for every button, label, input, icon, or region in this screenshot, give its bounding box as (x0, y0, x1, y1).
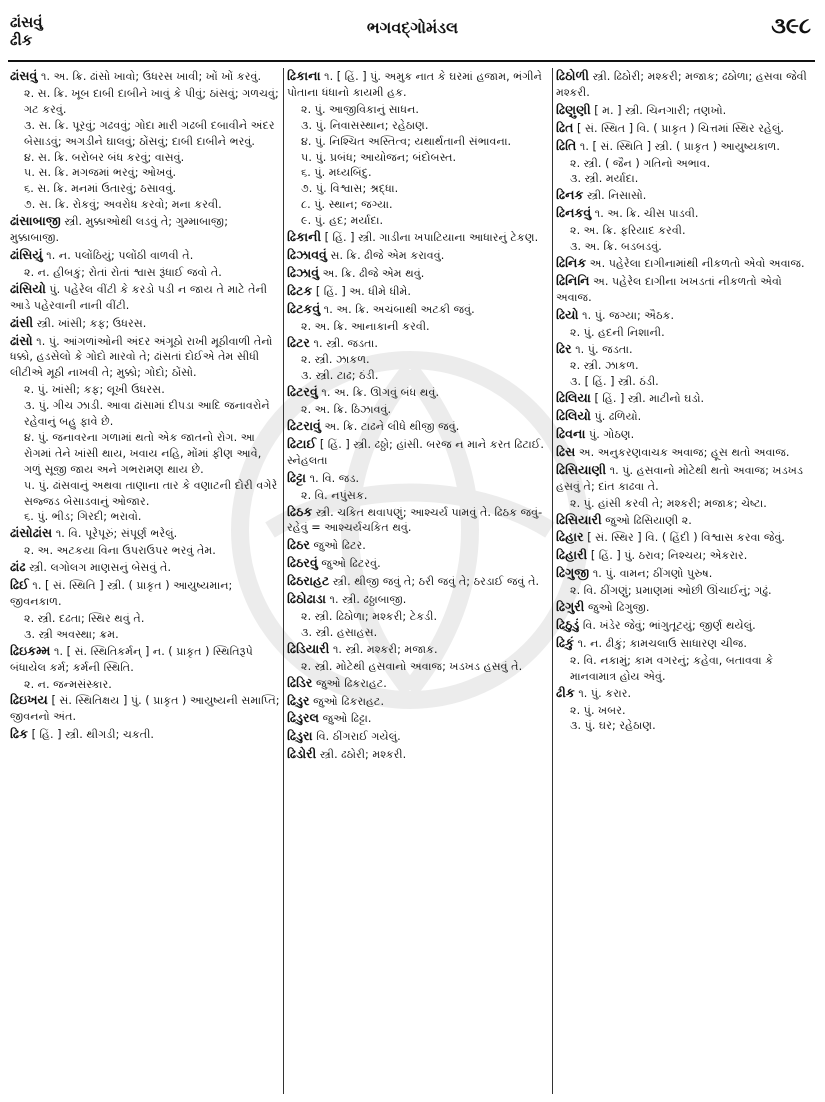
entry-definition: વિ. ઠીંગરાઈ ગયેલું. (316, 730, 401, 744)
entry-definition: સ્ત્રી. ઢઠોરી; મશ્કરી. (319, 748, 407, 762)
entry-sense: ૨. અ. ક્રિ. આનાકાની કરવી. (301, 319, 430, 333)
dictionary-entry (10, 213, 280, 246)
entry-headword: ઢાંસી (10, 314, 34, 330)
entry-sense: ૩. સ્ત્રી. હસાહસ. (301, 625, 378, 639)
entry-definition: [ હિં. ] સ્ત્રી. ગાડીના ખપાટિયાના આધારનું ટેકણ. (324, 231, 539, 245)
entry-sense: ૩. અ. ક્રિ. બડબડવું. (570, 240, 662, 254)
entry-sense: ૫. સ. ક્રિ. મગજમાં ભરવું; ઓખવું. (24, 166, 177, 180)
entry-sense: ૫. પું. ઢાંસવાનું અથવા તાણાના તાર કે વણાટની દોરી વગેરે સજ્જડ બેસાડવાનું ઓજાર. (24, 478, 278, 508)
dictionary-entry (287, 728, 549, 745)
dictionary-entry (10, 726, 280, 743)
entry-headword: ઢિકાની (287, 229, 322, 245)
dictionary-entry (10, 281, 280, 314)
entry-headword: ઢિતિ (556, 137, 577, 153)
entry-headword: ઢિસિયારી (556, 511, 602, 527)
entry-headword: ઢિર (556, 340, 572, 356)
entry-headword: ઢિટકવું (287, 300, 321, 316)
entry-definition: [ હિં. ] સ્ત્રી. માટીનો ઘડો. (594, 392, 705, 406)
dictionary-entry (556, 547, 818, 564)
entry-sense: ૮. પું. સ્થાન; જગ્યા. (301, 198, 393, 212)
entry-headword: ઢિગુજી (556, 565, 590, 581)
entry-definition: સ્ત્રી. લગોલગ માણસનું બેસવું તે. (29, 561, 171, 575)
entry-headword: ઢિનક (556, 187, 584, 203)
dictionary-entry (287, 283, 549, 300)
entry-sense: ૬. સ. ક્રિ. મનમાં ઉતારવું; ઠસાવવું. (24, 182, 177, 196)
dictionary-entry (10, 559, 280, 576)
entry-definition: જુઓ ઢિટ્ટા. (322, 712, 372, 726)
dictionary-column-3 (556, 68, 818, 1094)
entry-headword: ઢિઠુડું (556, 617, 580, 632)
entry-definition: પું. ગોઠણ. (588, 428, 635, 442)
dictionary-entry (287, 641, 549, 658)
entry-definition: જુઓ ઢિગુજી. (587, 601, 650, 615)
entry-headword: ઢિટ્ટા (287, 469, 307, 485)
dictionary-entry (287, 247, 549, 264)
entry-sense: ૨. સ્ત્રી. ઢિઠોળા; મશ્કરી; ટેકડી. (301, 610, 438, 623)
entry-headword: ઢિવના (556, 426, 586, 442)
entry-definition: [ હિં. ] સ્ત્રી. થીગડી; ચકતી. (31, 728, 154, 742)
entry-definition: અ. ક્રિ. ટાઢને લીધે થીજી જવું. (324, 420, 460, 434)
entry-sense: ૨. પું. હાંસી કરવી તે; મશ્કરી; મજાક; ચેષ્ટા. (570, 496, 767, 510)
dictionary-entry (287, 746, 549, 763)
entry-definition: ૧. ન. ઢીકું; કામચલાઉ સાધારણ ચીજ. (577, 636, 747, 650)
dictionary-entry (287, 436, 549, 469)
entry-definition: ૧. [ સં. સ્થિતિકર્મન્ ] ન. ( પ્રાકૃત ) સ્થિતિરૂપે બંધાયેલ કર્મ; કર્મની સ્થિતિ. (10, 644, 253, 674)
entry-headword: ઢિસ (556, 443, 576, 459)
entry-headword: ઢાંસોઢાંસ (10, 525, 53, 541)
dictionary-entry (287, 504, 549, 537)
book-title: ભગવદ્ગોમંડલ (366, 18, 459, 37)
dictionary-entry (556, 273, 818, 306)
entry-headword: ઢિણુણી (556, 101, 591, 117)
entry-sense: ૩. સ્ત્રી. ટાઢ; ઠંડી. (301, 369, 379, 383)
entry-sense: ૯. પું. હદ; મર્યાદા. (301, 214, 383, 228)
entry-headword: ઢિઠર (287, 537, 310, 553)
dictionary-entry (556, 255, 818, 272)
entry-definition: [ હિં. ] સ્ત્રી. ઢઠ્ઠો; હાંસી. બરજ ન માને કરત ઢિટાઈ. સ્નેહલતા (287, 437, 544, 467)
column-divider-2 (552, 68, 553, 1094)
entry-headword: ઢિઠોળી (556, 68, 590, 83)
entry-headword: ઢાંસાબાજી (10, 213, 61, 229)
dictionary-entry (287, 470, 549, 487)
entry-definition: જુઓ ઢિકરાહટ. (313, 694, 384, 708)
entry-definition: જુઓ ઢિસિયાણી ૨. (605, 513, 692, 527)
entry-sense: ૭. પું. વિશ્વાસ; શ્રદ્ધા. (301, 182, 399, 196)
dictionary-entry (556, 138, 818, 155)
entry-headword: ઢિઠરાહટ (287, 573, 330, 589)
entry-headword: ઢાંસિયો (10, 280, 46, 296)
entry-sense: ૨. પું. ખબર. (570, 703, 626, 717)
entry-headword: ઢાંસિયું (10, 246, 43, 262)
entry-definition: સ. ક્રિ. ઢીજે એમ કરાવવું. (330, 248, 445, 262)
entry-sense: ૩. સ્ત્રી અવસ્થા; ક્રમ. (24, 627, 119, 641)
entry-sense: ૨. ન. જન્મસંસ્કાર. (24, 677, 112, 691)
dictionary-entry (287, 693, 549, 710)
entry-definition: જુઓ ઢિટર. (313, 539, 366, 553)
entry-headword: ઢિહારી (556, 547, 588, 563)
entry-definition: ૧. [ સં. સ્થિતિ ] સ્ત્રી. ( પ્રાકૃત ) આયુષ્યમાન; જીવનકાળ. (10, 579, 233, 608)
entry-definition: [ હિં. ] પું. ઠરાવ; નિશ્ચય; એકરાર. (590, 549, 748, 563)
entry-headword: ઢિનિનિ (556, 272, 590, 288)
page-header (0, 0, 825, 64)
dictionary-entry (10, 577, 280, 610)
entry-headword: ઢિઇખય (10, 692, 48, 708)
entry-definition: સ્ત્રી. થીજી જવું તે; ઠરી જવું તે; ઠરડાઈ જવું તે. (332, 575, 540, 589)
entry-sense: ૩. પું. નિવાસસ્થાન; રહેઠાણ. (301, 118, 429, 132)
dictionary-entry (287, 418, 549, 435)
entry-sense: ૭. સ. ક્રિ. રોકવું; અવરોધ કરવો; મના કરવી. (24, 198, 222, 212)
dictionary-entry (287, 384, 549, 401)
entry-definition: ૧. પું. જગ્યા; ઐઠક. (582, 308, 675, 322)
dictionary-entry (287, 675, 549, 692)
entry-headword: ઢિગુરી (556, 599, 585, 615)
dictionary-entry (10, 315, 280, 332)
dictionary-entry (556, 341, 818, 358)
entry-headword: ઢિયો (556, 306, 579, 322)
dictionary-entry (556, 426, 818, 443)
dictionary-entry (556, 307, 818, 324)
entry-sense: ૨. અ. અટકયા વિના ઉપરાઉપર ભરવું તેમ. (24, 544, 216, 558)
entry-definition: ૧. સ્ત્રી. મશ્કરી; મજાક. (332, 642, 438, 656)
entry-definition: ૧. અ. ક્રિ. અચંબાથી અટકી જવું. (323, 302, 475, 316)
dictionary-entry (556, 120, 818, 137)
dictionary-entry (287, 301, 549, 318)
dictionary-entry (287, 555, 549, 572)
entry-definition: ૧. પું. કરાર. (578, 686, 632, 700)
dictionary-entry (287, 573, 549, 590)
dictionary-entry (556, 68, 818, 101)
entry-sense: ૨. પું. ખાંસી; કફ; લૂખી ઉધરસ. (24, 383, 165, 397)
entry-sense: ૨. અ. ક્રિ. ઠિઝાવવું. (301, 403, 392, 417)
entry-headword: ઢિટાઈ (287, 435, 317, 451)
entry-headword: ઢિડિયારી (287, 640, 330, 656)
dictionary-column-1 (10, 68, 280, 1094)
entry-headword: ઢાંઢ (10, 559, 26, 575)
entry-definition: ૧. સ્ત્રી. જડતા. (313, 336, 378, 350)
entry-sense: ૨. સ્ત્રી. મોટેથી હસવાનો અવાજ; ખડખડ હસવું તે. (301, 659, 523, 673)
entry-definition: ૧. અ. ક્રિ. ઢાંસો ખાવો; ઉધરસ ખાવી; ખોં ખોં કરવું. (40, 70, 262, 83)
entry-sense: ૨. સ. ક્રિ. ખૂબ દાબી દાબીને ખાવું કે પીવું; ઠાંસવું; ગળચવું; ગટ કરવું. (24, 86, 279, 116)
entry-definition: [ મ. ] સ્ત્રી. ચિનગારી; તણખો. (594, 103, 727, 117)
entry-definition: ૧. [ સં. સ્થિતિ ] સ્ત્રી. ( પ્રાકૃત ) આયુષ્યકાળ. (579, 139, 780, 153)
dictionary-entry (556, 512, 818, 529)
entry-headword: ઢિટરવું (287, 384, 318, 400)
dictionary-entry (556, 529, 818, 546)
entry-headword: ઢિકું (556, 634, 574, 650)
dictionary-entry (10, 692, 280, 725)
entry-headword: ઢિઝાવું (287, 264, 320, 280)
entry-sense: ૨. સ્ત્રી. ઝાકળ. (570, 359, 639, 373)
entry-sense: ૬. પું. મધ્યબિંદુ. (301, 166, 372, 180)
entry-headword: ઢિઇકમ્મ (10, 642, 51, 658)
entry-definition: સ્ત્રી. ખાંસી; કફ; ઉધરસ. (36, 316, 147, 330)
guide-word-last: ઢીક (10, 31, 33, 49)
header-rule (8, 60, 815, 62)
entry-sense: ૨. સ્ત્રી. દઢતા; સ્થિર થવું તે. (24, 611, 145, 625)
entry-headword: ઢીક (556, 684, 575, 700)
entry-headword: ઢિસિયાણી (556, 461, 607, 477)
entry-sense: ૨. વિ. નપુંસક. (301, 488, 368, 502)
entry-sense: ૩. [ હિં. ] સ્ત્રી. ઠંડી. (570, 375, 659, 389)
entry-definition: અ. પહેરેલા દાગીનામાંથી નીકળતો એવો અવાજ. (589, 256, 805, 270)
dictionary-entry (556, 599, 818, 616)
entry-headword: ઢિટરાવું (287, 418, 321, 434)
entry-headword: ઢિત (556, 119, 574, 135)
entry-sense: ૩. સ. ક્રિ. પૂરવું; ગઢવવું; ગોદા મારી ગઢબી દબાવીને અંદર બેસાડવું; અગડીને ઘાલવું; ઠોંસવું; દાબી દાબીને ભરવું. (24, 118, 275, 148)
entry-sense: ૩. પું. ગીચ ઝાડી. આવા ઢાંસામાં દીપડા આદિ જનાવરોને રહેવાનું બહુ ફાવે છે. (24, 399, 270, 429)
dictionary-entry (10, 333, 280, 382)
entry-sense: ૨. ન. હીબકું; રોતાં રોતાં શ્વાસ રૂંધાઈ જવો તે. (24, 265, 222, 279)
entry-definition: સ્ત્રી. ચકિત થવાપણું; આશ્ચર્ય પામવું તે. ઢિઠક જવું-રહેવું = આશ્ચર્યચકિત થવું. (287, 505, 543, 535)
entry-definition: અ. પહેરેલ દાગીના ખખડતાં નીકળતો એવો અવાજ. (556, 274, 782, 304)
dictionary-entry (287, 591, 549, 608)
entry-definition: ૧. પું. આંગળાંઓની અંદર અંગૂઠો રાખી મૂઠીવાળી તેનો ધક્કો, હડસેલો કે ગોદો મારવો તે; ઢાંસતાં દોઈએ તેમ સીધી લીટીએ મૂઠી નાખવી તે; મુક્કો; ગોદો; ઠોંસો. (10, 334, 273, 380)
dictionary-entry (556, 462, 818, 495)
entry-sense: ૪. પું. જનાવરના ગળામાં થતો એક જાતનો રોગ. આ રોગમાં તેને ખાંસી થાય, ખવાય નહિ, મોંમાં ફીણ આવે, ગળું સૂજી જાય અને ગભરામણ થાય છે. (24, 430, 262, 476)
dictionary-entry (10, 247, 280, 264)
entry-headword: ઢિહાર (556, 529, 584, 545)
dictionary-column-2 (287, 68, 549, 1094)
entry-sense: ૪. પું. નિશ્ચિત અસ્તિત્વ; યથાર્થતાની સંભાવના. (301, 134, 512, 148)
entry-sense: ૩. પું. ઘર; રહેઠાણ. (570, 719, 656, 733)
entry-definition: પું. પહેરેલ વીંટી કે કરડો પડી ન જાય તે માટે તેની આડે પહેરવાની નાની વીંટી. (10, 282, 268, 312)
entry-definition: અ. ક્રિ. ઢીજે એમ થવું. (322, 266, 425, 280)
entry-headword: ઢિડોરી (287, 746, 317, 762)
entry-definition: ૧. સ્ત્રી. ઢઠ્ઠાબાજી. (329, 593, 407, 607)
entry-definition: ૧. વિ. પૂરેપૂરું; સંપૂર્ણ ભરેલું. (55, 527, 178, 541)
entry-sense: ૨. સ્ત્રી. ઝાકળ. (301, 353, 370, 367)
entry-definition: [ સં. સ્થિર ] વિ. ( હિંદી ) વિશ્વાસ કરવા જેવું. (587, 531, 785, 545)
entry-sense: ૨. વિ. નકામું; કામ વગરનું; કહેવા, બતાવવા કે માનવામાત્ર હોય એવું. (570, 653, 774, 683)
entry-sense: ૨. વિ. ઠીંગણું; પ્રમાણમાં ઓછી ઊંચાઈનું; ગઢું. (570, 584, 772, 598)
entry-headword: ઢિલિયા (556, 390, 591, 406)
entry-headword: ઢિઠક (287, 503, 313, 519)
dictionary-entry (10, 525, 280, 542)
entry-headword: ઢિઠોઢાડા (287, 591, 326, 607)
dictionary-entry (556, 444, 818, 461)
entry-definition: સ્ત્રી. ઢિઠોરી; મશ્કરી; મજાક; ઢઠોળા; હસવા જેવી મશ્કરી. (556, 70, 807, 99)
entry-definition: ૧. અ. ક્રિ. ઊગવું બંધ થવું. (321, 386, 440, 400)
entry-headword: ઢિઠરવું (287, 555, 318, 571)
entry-definition: ૧. પું. જડતા. (575, 342, 633, 356)
entry-headword: ઢિનકવું (556, 205, 592, 221)
entry-definition: [ હિં. ] અ. ધીમે ધીમે. (315, 284, 411, 298)
column-divider-1 (283, 68, 284, 1094)
entry-definition: જુઓ ઢિટરવું. (321, 557, 381, 571)
entry-headword: ઢિડુરા (287, 728, 313, 744)
dictionary-entry (287, 68, 549, 101)
entry-headword: ઢિઈ (10, 577, 29, 593)
entry-headword: ઢાંસો (10, 332, 33, 348)
dictionary-entry (556, 635, 818, 652)
entry-headword: ઢિડિર (287, 674, 313, 690)
dictionary-entry (287, 335, 549, 352)
entry-sense: ૨. પું. હદની નિશાની. (570, 325, 665, 339)
dictionary-entry (556, 685, 818, 702)
entry-definition: [ સં. સ્થિત ] વિ. ( પ્રાકૃત ) ચિત્તમાં સ્થિર રહેલું. (577, 121, 784, 135)
dictionary-entry (556, 565, 818, 582)
entry-sense: ૨. અ. ક્રિ. ફરિયાદ કરવી. (570, 224, 686, 238)
entry-headword: ઢિઝાવવું (287, 246, 327, 262)
entry-headword: ઢિલિયો (556, 408, 591, 424)
entry-definition: ૧. [ હિં. ] પું. અમુક નાત કે ઘરમાં હજામ, ભંગીને પોતાના ધંધાનો કાયમી હક. (287, 70, 542, 99)
dictionary-entry (556, 102, 818, 119)
entry-definition: ૧. પું. વામન; ઠીંગણો પુરુષ. (592, 567, 713, 581)
entry-sense: ૫. પું. પ્રબંધ; આયોજન; બંદોબસ્ત. (301, 150, 457, 164)
entry-definition: ૧. અ. ક્રિ. ચીસ પાડવી. (594, 207, 699, 221)
entry-definition: પું. ઢળિયો. (594, 410, 642, 424)
page-number: ૩૯૮ (771, 14, 811, 39)
entry-headword: ઢિડુર (287, 692, 310, 708)
entry-headword: ઢિડુરલ (287, 710, 320, 726)
entry-sense: ૪. સ. ક્રિ. બરોબર બંધ કરવું; વાસવું. (24, 150, 185, 164)
dictionary-entry (556, 617, 818, 634)
entry-sense: ૩. સ્ત્રી. મર્યાદા. (570, 172, 639, 186)
entry-definition: [ સં. સ્થિતિક્ષય ] પું. ( પ્રાકૃત ) આયુષ્યની સમાપ્તિ; જીવનનો અંત. (10, 694, 280, 724)
entry-headword: ઢિકાના (287, 68, 321, 83)
entry-headword: ઢાંસવું (10, 68, 38, 83)
dictionary-entry (10, 68, 280, 85)
entry-sense: ૬. પું. ભીડ; ગિરદી; ભરાવો. (24, 510, 142, 524)
entry-headword: ઢિટક (287, 282, 313, 298)
entry-sense: ૨. પું. આજીવિકાનું સાધન. (301, 102, 419, 116)
entry-definition: સ્ત્રી. નિસાસો. (586, 189, 647, 203)
dictionary-entry (556, 187, 818, 204)
entry-definition: અ. અનુકરણવાચક અવાજ; હૂસ થતો અવાજ. (578, 445, 790, 459)
dictionary-entry (556, 408, 818, 425)
entry-definition: સ્ત્રી. મુક્કાઓથી લડવું તે; ગુમ્માબાજી; મુક્કાબાજી. (10, 215, 228, 245)
entry-sense: ૨. સ્ત્રી. ( જૈન ) ગતિનો અભાવ. (570, 156, 711, 170)
entry-definition: ૧. પું. હસવાનો મોટેથી થતો અવાજ; ખડખડ હસવું તે; દાંત કાઢવા તે. (556, 463, 804, 493)
guide-word-first: ઢાંસવું (10, 13, 43, 31)
entry-definition: જુઓ ઢિકરાહટ. (315, 676, 387, 690)
entry-headword: ઢિનિક (556, 254, 587, 270)
entry-headword: ઢિક (10, 726, 28, 742)
dictionary-entry (287, 710, 549, 727)
entry-headword: ઢિટર (287, 334, 310, 350)
dictionary-entry (287, 537, 549, 554)
dictionary-entry (10, 643, 280, 676)
dictionary-entry (556, 390, 818, 407)
dictionary-entry (556, 205, 818, 222)
entry-definition: ૧. ન. પલોંઠિયું; પલોંઠી વાળવી તે. (46, 248, 194, 262)
dictionary-entry (287, 229, 549, 246)
dictionary-entry (287, 265, 549, 282)
entry-definition: વિ. ખંડેર જેવું; ભાંગુતૂટયું; જીર્ણ થયેલું. (582, 619, 756, 632)
entry-definition: ૧. વિ. જડ. (309, 471, 360, 485)
